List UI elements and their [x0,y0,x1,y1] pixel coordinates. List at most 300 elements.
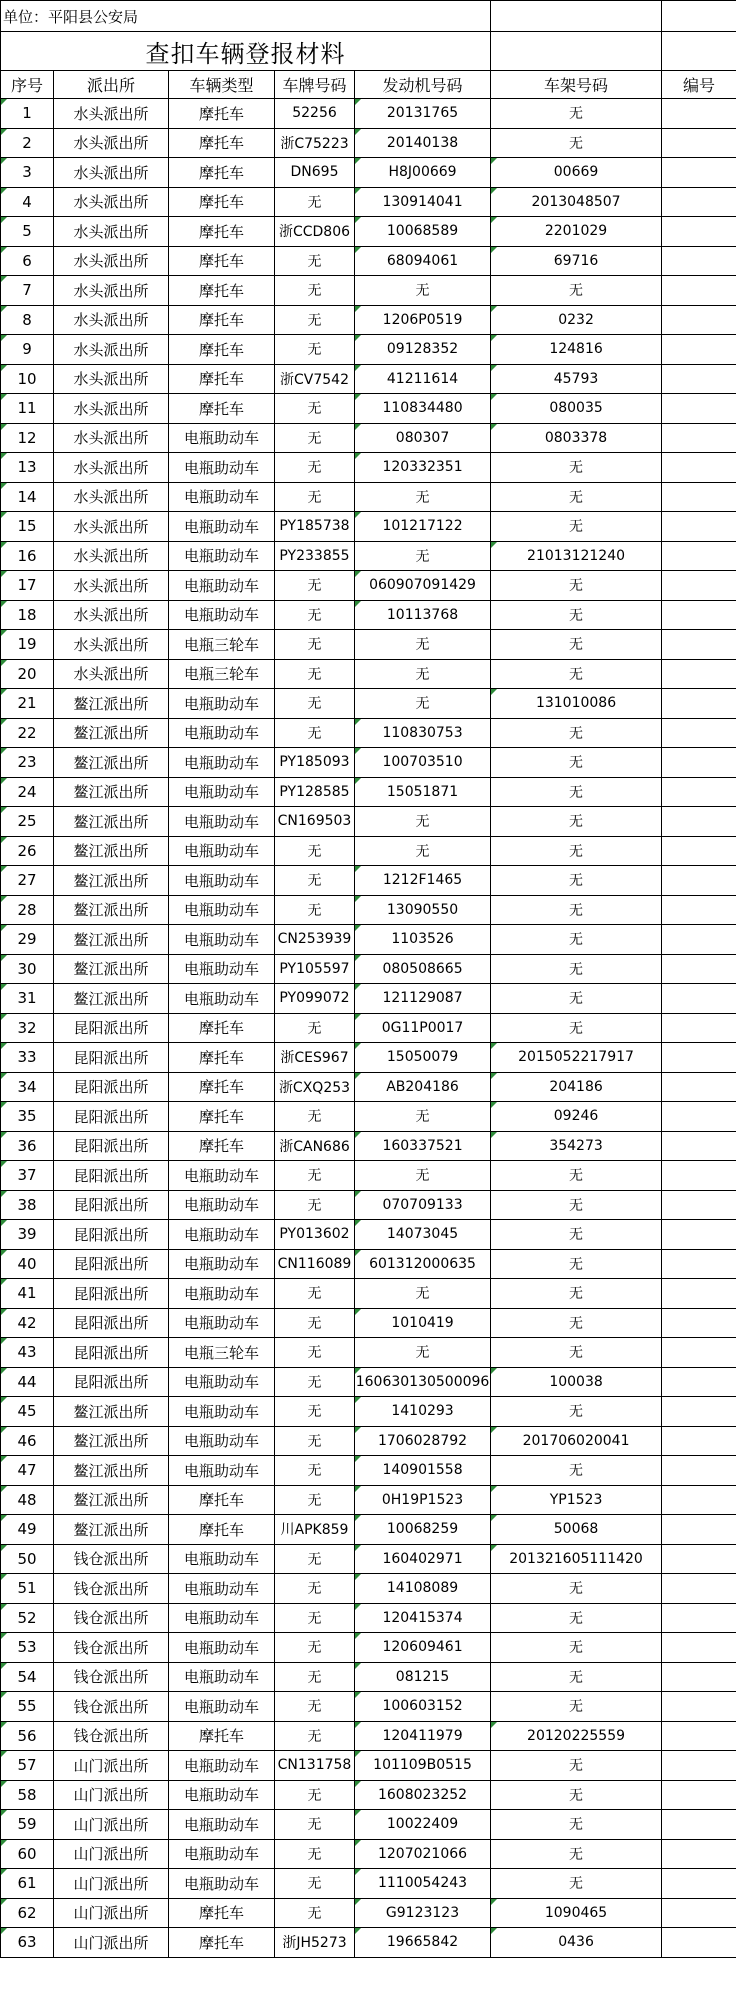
cell-engine-no[interactable]: 无 [355,1338,491,1368]
cell-station[interactable]: 水头派出所 [54,187,169,217]
cell-frame-no[interactable]: 无 [491,954,662,984]
cell-station[interactable]: 山门派出所 [54,1898,169,1928]
cell-plate[interactable]: 无 [275,1426,355,1456]
cell-vehicle-type[interactable]: 电瓶三轮车 [169,1338,275,1368]
cell-plate[interactable]: 浙CAN686 [275,1131,355,1161]
cell-frame-no[interactable]: 无 [491,659,662,689]
cell-frame-no[interactable]: 无 [491,571,662,601]
cell-frame-no[interactable]: 无 [491,777,662,807]
cell-engine-no[interactable]: 无 [355,541,491,571]
cell-seq[interactable]: 24 [1,777,54,807]
cell-vehicle-type[interactable]: 电瓶助动车 [169,1603,275,1633]
cell-station[interactable]: 昆阳派出所 [54,1161,169,1191]
cell-station[interactable]: 鳌江派出所 [54,1397,169,1427]
cell-station[interactable]: 鳌江派出所 [54,1456,169,1486]
cell-seq[interactable]: 29 [1,925,54,955]
cell-frame-no[interactable]: 20120225559 [491,1721,662,1751]
cell-engine-no[interactable]: 160402971 [355,1544,491,1574]
cell-frame-no[interactable]: 45793 [491,364,662,394]
cell-station[interactable]: 鳌江派出所 [54,1426,169,1456]
cell-code[interactable] [662,1839,736,1869]
cell-vehicle-type[interactable]: 电瓶三轮车 [169,659,275,689]
cell-engine-no[interactable]: H8J00669 [355,158,491,188]
cell-frame-no[interactable]: 0436 [491,1928,662,1958]
cell-engine-no[interactable]: 101217122 [355,512,491,542]
cell-code[interactable] [662,571,736,601]
cell-station[interactable]: 鳌江派出所 [54,1485,169,1515]
cell-station[interactable]: 鳌江派出所 [54,925,169,955]
cell-plate[interactable]: 无 [275,482,355,512]
cell-vehicle-type[interactable]: 摩托车 [169,158,275,188]
cell-code[interactable] [662,187,736,217]
cell-station[interactable]: 水头派出所 [54,276,169,306]
cell-vehicle-type[interactable]: 电瓶助动车 [169,1662,275,1692]
cell-frame-no[interactable]: 21013121240 [491,541,662,571]
cell-seq[interactable]: 4 [1,187,54,217]
cell-seq[interactable]: 57 [1,1751,54,1781]
cell-vehicle-type[interactable]: 摩托车 [169,99,275,129]
cell-station[interactable]: 水头派出所 [54,541,169,571]
cell-engine-no[interactable]: 19665842 [355,1928,491,1958]
cell-code[interactable] [662,1190,736,1220]
cell-plate[interactable]: 52256 [275,99,355,129]
cell-plate[interactable]: CN169503 [275,807,355,837]
cell-seq[interactable]: 47 [1,1456,54,1486]
cell-vehicle-type[interactable]: 电瓶助动车 [169,1633,275,1663]
cell-station[interactable]: 昆阳派出所 [54,1131,169,1161]
cell-plate[interactable]: CN116089 [275,1249,355,1279]
cell-code[interactable] [662,1249,736,1279]
cell-seq[interactable]: 59 [1,1810,54,1840]
cell-engine-no[interactable]: 无 [355,689,491,719]
header-seq[interactable]: 序号 [1,71,54,99]
cell-vehicle-type[interactable]: 摩托车 [169,335,275,365]
cell-vehicle-type[interactable]: 电瓶助动车 [169,1220,275,1250]
cell-station[interactable]: 昆阳派出所 [54,1249,169,1279]
cell-frame-no[interactable]: 无 [491,1456,662,1486]
cell-station[interactable]: 鳌江派出所 [54,689,169,719]
cell-code[interactable] [662,394,736,424]
cell-seq[interactable]: 7 [1,276,54,306]
cell-seq[interactable]: 33 [1,1043,54,1073]
cell-code[interactable] [662,1751,736,1781]
cell-code[interactable] [662,246,736,276]
cell-frame-no[interactable]: 无 [491,1633,662,1663]
cell-station[interactable]: 昆阳派出所 [54,1102,169,1132]
cell-vehicle-type[interactable]: 电瓶助动车 [169,1279,275,1309]
cell-vehicle-type[interactable]: 摩托车 [169,1485,275,1515]
cell-plate[interactable]: 无 [275,718,355,748]
cell-code[interactable] [662,305,736,335]
cell-station[interactable]: 昆阳派出所 [54,1220,169,1250]
cell-engine-no[interactable]: 10113768 [355,600,491,630]
cell-code[interactable] [662,1898,736,1928]
cell-vehicle-type[interactable]: 电瓶助动车 [169,1397,275,1427]
cell-engine-no[interactable]: 无 [355,1102,491,1132]
cell-code[interactable] [662,1692,736,1722]
cell-plate[interactable]: 无 [275,453,355,483]
cell-engine-no[interactable]: 110834480 [355,394,491,424]
cell-engine-no[interactable]: AB204186 [355,1072,491,1102]
cell-engine-no[interactable]: 140901558 [355,1456,491,1486]
cell-code[interactable] [662,158,736,188]
cell-code[interactable] [662,482,736,512]
cell-engine-no[interactable]: 0G11P0017 [355,1013,491,1043]
cell-vehicle-type[interactable]: 电瓶助动车 [169,1249,275,1279]
cell-plate[interactable]: 无 [275,1544,355,1574]
cell-vehicle-type[interactable]: 电瓶助动车 [169,512,275,542]
cell-seq[interactable]: 48 [1,1485,54,1515]
cell-station[interactable]: 鳌江派出所 [54,836,169,866]
cell-engine-no[interactable]: 无 [355,836,491,866]
cell-station[interactable]: 水头派出所 [54,630,169,660]
cell-seq[interactable]: 35 [1,1102,54,1132]
cell-engine-no[interactable]: 120411979 [355,1721,491,1751]
cell-station[interactable]: 水头派出所 [54,659,169,689]
cell-plate[interactable]: 无 [275,1721,355,1751]
cell-vehicle-type[interactable]: 摩托车 [169,1131,275,1161]
cell-station[interactable]: 山门派出所 [54,1928,169,1958]
cell-code[interactable] [662,689,736,719]
cell-code[interactable] [662,541,736,571]
cell-vehicle-type[interactable]: 摩托车 [169,394,275,424]
cell-frame-no[interactable]: 无 [491,1603,662,1633]
cell-plate[interactable]: 浙CCD806 [275,217,355,247]
cell-engine-no[interactable]: 120415374 [355,1603,491,1633]
cell-seq[interactable]: 8 [1,305,54,335]
cell-plate[interactable]: 无 [275,187,355,217]
cell-seq[interactable]: 19 [1,630,54,660]
cell-vehicle-type[interactable]: 电瓶助动车 [169,1308,275,1338]
cell-seq[interactable]: 28 [1,895,54,925]
cell-plate[interactable]: 无 [275,335,355,365]
cell-vehicle-type[interactable]: 电瓶助动车 [169,895,275,925]
cell-plate[interactable]: 无 [275,895,355,925]
cell-code[interactable] [662,364,736,394]
cell-seq[interactable]: 25 [1,807,54,837]
cell-engine-no[interactable]: 130914041 [355,187,491,217]
cell-plate[interactable]: PY013602 [275,1220,355,1250]
cell-engine-no[interactable]: 1103526 [355,925,491,955]
cell-engine-no[interactable]: 09128352 [355,335,491,365]
cell-vehicle-type[interactable]: 电瓶助动车 [169,423,275,453]
cell-vehicle-type[interactable]: 电瓶助动车 [169,571,275,601]
cell-seq[interactable]: 41 [1,1279,54,1309]
cell-engine-no[interactable]: 无 [355,276,491,306]
cell-seq[interactable]: 43 [1,1338,54,1368]
cell-seq[interactable]: 17 [1,571,54,601]
cell-code[interactable] [662,630,736,660]
cell-plate[interactable]: 无 [275,1869,355,1899]
cell-vehicle-type[interactable]: 摩托车 [169,364,275,394]
unit-label[interactable]: 单位：平阳县公安局 [1,1,491,32]
cell-engine-no[interactable]: 1010419 [355,1308,491,1338]
cell-plate[interactable]: 无 [275,423,355,453]
cell-station[interactable]: 鳌江派出所 [54,954,169,984]
cell-engine-no[interactable]: 0H19P1523 [355,1485,491,1515]
cell-frame-no[interactable]: 204186 [491,1072,662,1102]
cell-frame-no[interactable]: 无 [491,512,662,542]
cell-code[interactable] [662,1456,736,1486]
cell-vehicle-type[interactable]: 摩托车 [169,1102,275,1132]
cell-station[interactable]: 昆阳派出所 [54,1279,169,1309]
cell-code[interactable] [662,895,736,925]
cell-code[interactable] [662,512,736,542]
cell-station[interactable]: 钱仓派出所 [54,1692,169,1722]
cell-frame-no[interactable]: 201706020041 [491,1426,662,1456]
cell-frame-no[interactable]: 2013048507 [491,187,662,217]
cell-frame-no[interactable]: 无 [491,1810,662,1840]
cell-plate[interactable]: 无 [275,1397,355,1427]
cell-vehicle-type[interactable]: 电瓶助动车 [169,1810,275,1840]
cell-frame-no[interactable]: 无 [491,1662,662,1692]
cell-plate[interactable]: CN131758 [275,1751,355,1781]
cell-vehicle-type[interactable]: 摩托车 [169,276,275,306]
cell-station[interactable]: 昆阳派出所 [54,1367,169,1397]
cell-code[interactable] [662,1515,736,1545]
cell-engine-no[interactable]: 10068259 [355,1515,491,1545]
header-vehicle-type[interactable]: 车辆类型 [169,71,275,99]
cell-plate[interactable]: 浙CXQ253 [275,1072,355,1102]
cell-plate[interactable]: 无 [275,1308,355,1338]
cell-code[interactable] [662,276,736,306]
cell-frame-no[interactable]: 无 [491,1161,662,1191]
cell-station[interactable]: 山门派出所 [54,1839,169,1869]
cell-plate[interactable]: 无 [275,866,355,896]
header-code[interactable]: 编号 [662,71,736,99]
cell-seq[interactable]: 36 [1,1131,54,1161]
cell-plate[interactable]: 浙CES967 [275,1043,355,1073]
cell-plate[interactable]: 无 [275,836,355,866]
cell-station[interactable]: 钱仓派出所 [54,1633,169,1663]
cell-frame-no[interactable]: 无 [491,1869,662,1899]
cell-plate[interactable]: 无 [275,1279,355,1309]
cell-code[interactable] [662,423,736,453]
cell-frame-no[interactable]: 无 [491,1249,662,1279]
cell-plate[interactable]: 无 [275,1338,355,1368]
cell-station[interactable]: 水头派出所 [54,423,169,453]
cell-frame-no[interactable]: 无 [491,1839,662,1869]
unit-row-cell-g[interactable] [662,1,736,32]
cell-code[interactable] [662,1043,736,1073]
cell-seq[interactable]: 2 [1,128,54,158]
cell-seq[interactable]: 58 [1,1780,54,1810]
cell-engine-no[interactable]: 无 [355,807,491,837]
cell-engine-no[interactable]: 41211614 [355,364,491,394]
cell-engine-no[interactable]: 101109B0515 [355,1751,491,1781]
cell-frame-no[interactable]: 无 [491,866,662,896]
cell-vehicle-type[interactable]: 电瓶助动车 [169,600,275,630]
cell-station[interactable]: 钱仓派出所 [54,1603,169,1633]
cell-frame-no[interactable]: 无 [491,1397,662,1427]
cell-plate[interactable]: 无 [275,571,355,601]
cell-code[interactable] [662,925,736,955]
cell-engine-no[interactable]: 无 [355,630,491,660]
cell-plate[interactable]: 无 [275,1898,355,1928]
cell-frame-no[interactable]: 无 [491,453,662,483]
cell-engine-no[interactable]: 10022409 [355,1810,491,1840]
cell-code[interactable] [662,1013,736,1043]
cell-engine-no[interactable]: G9123123 [355,1898,491,1928]
cell-seq[interactable]: 27 [1,866,54,896]
cell-code[interactable] [662,1367,736,1397]
unit-row-cell-f[interactable] [491,1,662,32]
cell-station[interactable]: 钱仓派出所 [54,1574,169,1604]
cell-code[interactable] [662,984,736,1014]
cell-seq[interactable]: 34 [1,1072,54,1102]
cell-vehicle-type[interactable]: 摩托车 [169,1515,275,1545]
cell-vehicle-type[interactable]: 电瓶助动车 [169,1544,275,1574]
header-station[interactable]: 派出所 [54,71,169,99]
cell-code[interactable] [662,1721,736,1751]
cell-plate[interactable]: 无 [275,1190,355,1220]
cell-engine-no[interactable]: 无 [355,659,491,689]
cell-plate[interactable]: 无 [275,1633,355,1663]
cell-frame-no[interactable]: 无 [491,925,662,955]
cell-engine-no[interactable]: 14073045 [355,1220,491,1250]
cell-station[interactable]: 鳌江派出所 [54,866,169,896]
cell-frame-no[interactable]: 无 [491,1751,662,1781]
cell-station[interactable]: 水头派出所 [54,571,169,601]
cell-plate[interactable]: DN695 [275,158,355,188]
cell-plate[interactable]: CN253939 [275,925,355,955]
cell-code[interactable] [662,866,736,896]
cell-engine-no[interactable]: 15050079 [355,1043,491,1073]
cell-vehicle-type[interactable]: 电瓶助动车 [169,1456,275,1486]
cell-station[interactable]: 钱仓派出所 [54,1721,169,1751]
cell-seq[interactable]: 26 [1,836,54,866]
cell-frame-no[interactable]: 69716 [491,246,662,276]
cell-plate[interactable]: 川APK859 [275,1515,355,1545]
cell-code[interactable] [662,600,736,630]
cell-vehicle-type[interactable]: 电瓶助动车 [169,866,275,896]
cell-engine-no[interactable]: 20140138 [355,128,491,158]
cell-frame-no[interactable]: 无 [491,1780,662,1810]
cell-station[interactable]: 鳌江派出所 [54,984,169,1014]
cell-seq[interactable]: 61 [1,1869,54,1899]
header-frame-no[interactable]: 车架号码 [491,71,662,99]
cell-frame-no[interactable]: 无 [491,482,662,512]
cell-seq[interactable]: 56 [1,1721,54,1751]
cell-vehicle-type[interactable]: 摩托车 [169,305,275,335]
cell-vehicle-type[interactable]: 摩托车 [169,217,275,247]
cell-frame-no[interactable]: YP1523 [491,1485,662,1515]
cell-seq[interactable]: 54 [1,1662,54,1692]
cell-engine-no[interactable]: 20131765 [355,99,491,129]
cell-frame-no[interactable]: 无 [491,748,662,778]
cell-seq[interactable]: 50 [1,1544,54,1574]
cell-seq[interactable]: 5 [1,217,54,247]
cell-seq[interactable]: 40 [1,1249,54,1279]
cell-seq[interactable]: 23 [1,748,54,778]
cell-frame-no[interactable]: 无 [491,1220,662,1250]
cell-station[interactable]: 昆阳派出所 [54,1308,169,1338]
cell-engine-no[interactable]: 无 [355,1279,491,1309]
cell-plate[interactable]: 无 [275,1485,355,1515]
cell-vehicle-type[interactable]: 电瓶助动车 [169,718,275,748]
cell-vehicle-type[interactable]: 电瓶助动车 [169,777,275,807]
cell-plate[interactable]: 无 [275,276,355,306]
cell-vehicle-type[interactable]: 摩托车 [169,1898,275,1928]
cell-frame-no[interactable]: 201321605111420 [491,1544,662,1574]
cell-plate[interactable]: 浙JH5273 [275,1928,355,1958]
cell-engine-no[interactable]: 081215 [355,1662,491,1692]
cell-seq[interactable]: 55 [1,1692,54,1722]
cell-frame-no[interactable]: 无 [491,1338,662,1368]
cell-plate[interactable]: 无 [275,1603,355,1633]
cell-engine-no[interactable]: 无 [355,482,491,512]
cell-frame-no[interactable]: 080035 [491,394,662,424]
cell-code[interactable] [662,954,736,984]
cell-plate[interactable]: 无 [275,1780,355,1810]
cell-station[interactable]: 钱仓派出所 [54,1544,169,1574]
cell-seq[interactable]: 21 [1,689,54,719]
cell-vehicle-type[interactable]: 摩托车 [169,187,275,217]
cell-frame-no[interactable]: 无 [491,1308,662,1338]
cell-frame-no[interactable]: 1090465 [491,1898,662,1928]
cell-seq[interactable]: 9 [1,335,54,365]
cell-engine-no[interactable]: 160337521 [355,1131,491,1161]
cell-seq[interactable]: 45 [1,1397,54,1427]
cell-engine-no[interactable]: 080508665 [355,954,491,984]
cell-code[interactable] [662,659,736,689]
cell-code[interactable] [662,1220,736,1250]
sheet-title[interactable]: 查扣车辆登报材料 [1,32,491,71]
cell-code[interactable] [662,1485,736,1515]
cell-code[interactable] [662,217,736,247]
cell-plate[interactable]: 无 [275,659,355,689]
cell-code[interactable] [662,1928,736,1958]
cell-vehicle-type[interactable]: 电瓶助动车 [169,1692,275,1722]
cell-seq[interactable]: 51 [1,1574,54,1604]
cell-seq[interactable]: 15 [1,512,54,542]
cell-seq[interactable]: 13 [1,453,54,483]
title-row-cell-f[interactable] [491,32,662,71]
cell-frame-no[interactable]: 354273 [491,1131,662,1161]
cell-plate[interactable]: PY185093 [275,748,355,778]
cell-plate[interactable]: 无 [275,1161,355,1191]
cell-engine-no[interactable]: 100603152 [355,1692,491,1722]
cell-plate[interactable]: PY128585 [275,777,355,807]
cell-seq[interactable]: 42 [1,1308,54,1338]
cell-station[interactable]: 水头派出所 [54,217,169,247]
cell-frame-no[interactable]: 无 [491,1190,662,1220]
cell-station[interactable]: 水头派出所 [54,364,169,394]
cell-station[interactable]: 水头派出所 [54,305,169,335]
cell-station[interactable]: 鳌江派出所 [54,895,169,925]
cell-plate[interactable]: 无 [275,689,355,719]
cell-vehicle-type[interactable]: 摩托车 [169,1013,275,1043]
cell-engine-no[interactable]: 1206P0519 [355,305,491,335]
cell-vehicle-type[interactable]: 电瓶助动车 [169,984,275,1014]
cell-engine-no[interactable]: 160630130500096 [355,1367,491,1397]
cell-engine-no[interactable]: 110830753 [355,718,491,748]
cell-plate[interactable]: 无 [275,1839,355,1869]
cell-frame-no[interactable]: 09246 [491,1102,662,1132]
cell-engine-no[interactable]: 14108089 [355,1574,491,1604]
cell-seq[interactable]: 44 [1,1367,54,1397]
cell-code[interactable] [662,1810,736,1840]
cell-seq[interactable]: 60 [1,1839,54,1869]
cell-engine-no[interactable]: 120609461 [355,1633,491,1663]
cell-vehicle-type[interactable]: 电瓶助动车 [169,1780,275,1810]
cell-code[interactable] [662,1780,736,1810]
cell-frame-no[interactable]: 无 [491,836,662,866]
cell-seq[interactable]: 6 [1,246,54,276]
cell-seq[interactable]: 16 [1,541,54,571]
cell-station[interactable]: 山门派出所 [54,1751,169,1781]
cell-engine-no[interactable]: 121129087 [355,984,491,1014]
